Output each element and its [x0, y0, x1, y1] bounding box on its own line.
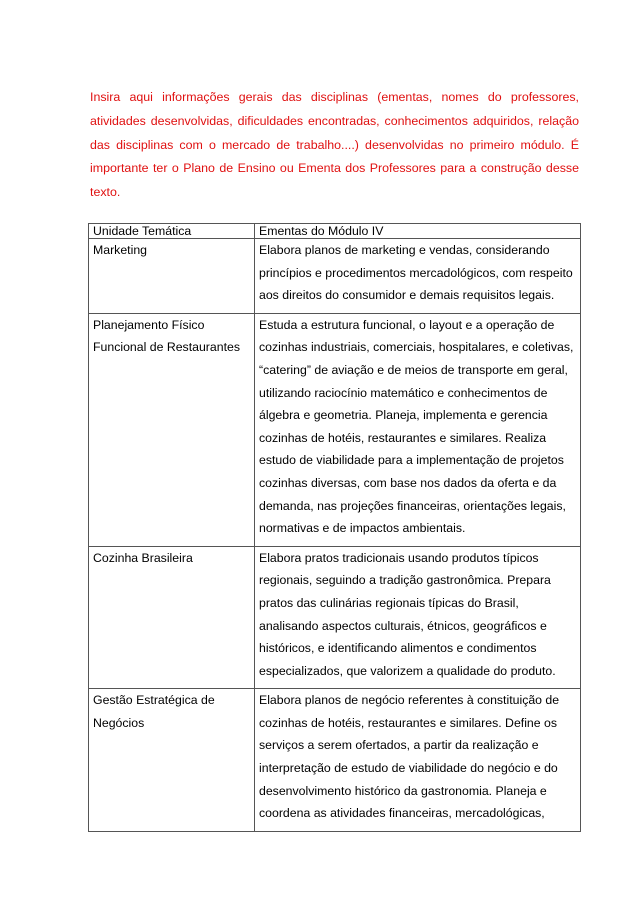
- unit-cell: Cozinha Brasileira: [89, 546, 255, 689]
- header-unidade: Unidade Temática: [89, 224, 255, 239]
- intro-paragraph: Insira aqui informações gerais das disciplinas (ementas, nomes do professores, atividades desenvolvidas, dificuldades encontradas, conhecimentos adquiridos, relação das disciplinas com o mercado de trabalho....) desenvolvidas no primeiro módulo. É importante ter o Plano de Ensino ou Ementa dos Professores para a construção desse texto.: [90, 90, 579, 200]
- unit-cell: Marketing: [89, 239, 255, 314]
- header-ementas: Ementas do Módulo IV: [255, 224, 581, 239]
- unit-cell: Planejamento Físico Funcional de Restaurantes: [89, 313, 255, 546]
- desc-cell: Estuda a estrutura funcional, o layout e a operação de cozinhas industriais, comerciais, hospitalares, e coletivas, “catering” de aviação e de meios de transporte em geral, utilizando raciocínio matemático e conhecimentos de álgebra e geometria. Planeja, implementa e gerencia cozinhas de hotéis, restaurantes e similares. Realiza estudo de viabilidade para a implementação de projetos cozinhas diversas, com base nos dados da oferta e da demanda, nas projeções financeiras, orientações legais, normativas e de impactos ambientais.: [255, 313, 581, 546]
- table-row: [89, 239, 581, 314]
- table-header-row: [89, 224, 581, 239]
- table-row: [89, 689, 581, 832]
- ementa-table: [88, 223, 581, 832]
- unit-cell: Gestão Estratégica de Negócios: [89, 689, 255, 832]
- desc-cell: Elabora pratos tradicionais usando produtos típicos regionais, seguindo a tradição gastronômica. Prepara pratos das culinárias regionais típicas do Brasil, analisando aspectos culturais, étnicos, geográficos e históricos, e identificando alimentos e condimentos especializados, que valorizem a qualidade do produto.: [255, 546, 581, 689]
- table-row: [89, 313, 581, 546]
- desc-cell: Elabora planos de marketing e vendas, considerando princípios e procedimentos mercadológicos, com respeito aos direitos do consumidor e demais requisitos legais.: [255, 239, 581, 314]
- table-row: [89, 546, 581, 689]
- desc-cell: Elabora planos de negócio referentes à constituição de cozinhas de hotéis, restaurantes e similares. Define os serviços a serem ofertados, a partir da realização e interpretação de estudo de viabilidade do negócio e do desenvolvimento histórico da gastronomia. Planeja e coordena as atividades financeiras, mercadológicas,: [255, 689, 581, 832]
